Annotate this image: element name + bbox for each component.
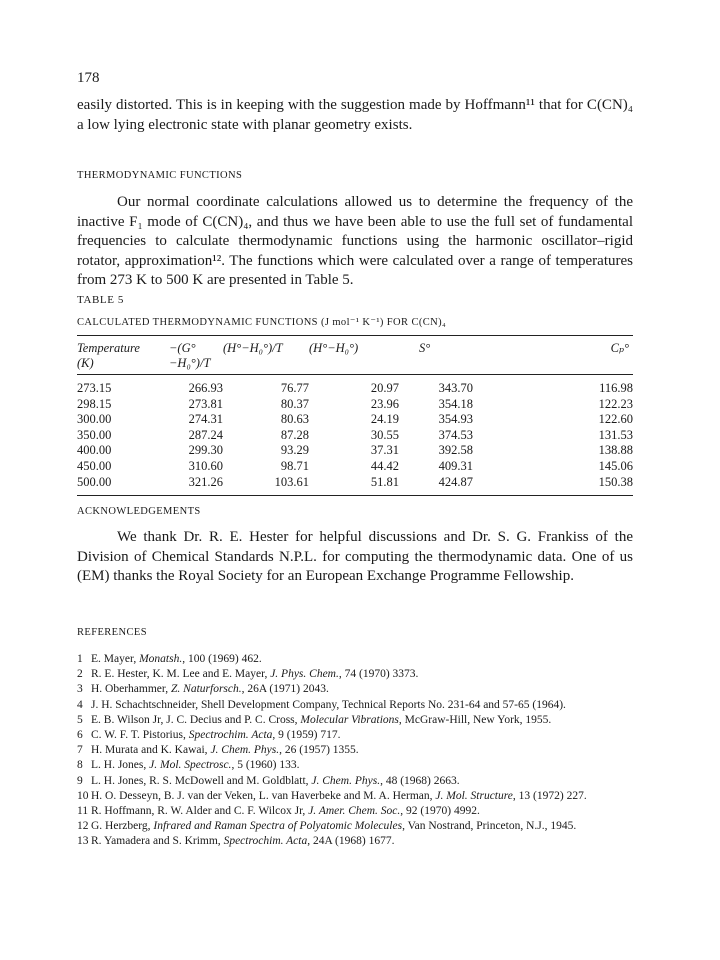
thermo-table xyxy=(77,335,633,496)
table-cell: 80.37 xyxy=(280,396,309,411)
reference-journal: J. Phys. Chem. xyxy=(270,668,339,681)
reference-details: , 26A (1971) 2043. xyxy=(241,683,329,696)
reference-item xyxy=(77,819,633,834)
header-enthalpy: (H°−H₀°) xyxy=(309,341,359,355)
table-cell: 87.28 xyxy=(280,427,309,442)
reference-details: , 24A (1968) 1677. xyxy=(307,835,395,848)
table-cell: 273.81 xyxy=(188,396,223,411)
table-cell: 150.38 xyxy=(598,474,633,489)
reference-details: , 9 (1959) 717. xyxy=(272,729,341,742)
table-label: TABLE 5 xyxy=(77,294,125,306)
table-row xyxy=(77,428,633,444)
reference-item xyxy=(77,774,633,789)
reference-authors: E. B. Wilson Jr, J. C. Decius and P. C. Cross, xyxy=(91,713,301,726)
reference-details: , Van Nostrand, Princeton, N.J., 1945. xyxy=(402,820,577,833)
reference-number: 9 xyxy=(77,774,83,787)
section-heading-acknowledgements: ACKNOWLEDGEMENTS xyxy=(77,506,201,517)
table-cell: 93.29 xyxy=(280,443,309,458)
reference-journal: J. Chem. Phys. xyxy=(210,744,280,757)
reference-item xyxy=(77,667,633,682)
table-cell: 37.31 xyxy=(370,443,399,458)
table-cell: 354.18 xyxy=(438,396,473,411)
table-cell: 350.00 xyxy=(77,427,112,442)
reference-journal: Molecular Vibrations xyxy=(300,713,399,726)
reference-text xyxy=(91,652,633,667)
reference-text xyxy=(91,834,633,849)
ack-paragraph: We thank Dr. R. E. Hester for helpful discussions and Dr. S. G. Frankiss of the Division of Chemical Standards N.P.L. for computing the thermodynamic data. One of us (EM) thanks the Royal Society for an European Exchange Programme Fellowship. xyxy=(77,529,633,584)
intro-paragraph: easily distorted. This is in keeping with the suggestion made by Hoffmann¹¹ that for C(CN)₄ a low lying electronic state with planar geometry exists. xyxy=(77,97,633,133)
table-row xyxy=(77,475,633,496)
table-cell: 299.30 xyxy=(188,443,223,458)
reference-text xyxy=(91,774,633,789)
reference-details: , 26 (1957) 1355. xyxy=(279,744,359,757)
reference-number: 4 xyxy=(77,698,83,711)
reference-text xyxy=(91,743,633,758)
table-cell: 80.63 xyxy=(280,412,309,427)
reference-journal: Spectrochim. Acta xyxy=(188,729,273,742)
table-cell: 274.31 xyxy=(188,412,223,427)
reference-details: , 48 (1968) 2663. xyxy=(380,774,460,787)
reference-journal: Spectrochim. Acta xyxy=(223,835,308,848)
table-row xyxy=(77,375,633,397)
reference-details: , 13 (1972) 227. xyxy=(512,789,587,802)
table-cell: 287.24 xyxy=(188,427,223,442)
reference-item xyxy=(77,682,633,697)
table-cell: 298.15 xyxy=(77,396,112,411)
reference-number: 12 xyxy=(77,820,89,833)
table-cell: 374.53 xyxy=(438,427,473,442)
reference-number: 1 xyxy=(77,653,83,665)
table-cell: 145.06 xyxy=(598,458,633,473)
reference-authors: J. H. Schachtschneider, Shell Development Company, Technical Reports No. 231-64 and 57-65 (1964). xyxy=(91,698,566,711)
reference-details: , McGraw-Hill, New York, 1955. xyxy=(398,713,552,726)
reference-text xyxy=(91,682,633,697)
reference-journal: J. Mol. Spectrosc. xyxy=(149,759,232,772)
reference-journal: Z. Naturforsch. xyxy=(171,683,242,696)
reference-item xyxy=(77,834,633,849)
table-cell: 343.70 xyxy=(438,381,473,395)
reference-authors: L. H. Jones, R. S. McDowell and M. Goldblatt, xyxy=(91,774,312,787)
reference-details: , 92 (1970) 4992. xyxy=(400,805,480,818)
reference-details: , 5 (1960) 133. xyxy=(231,759,300,772)
reference-authors: E. Mayer, xyxy=(91,653,140,665)
header-heat-capacity: Cₚ° xyxy=(610,341,629,355)
reference-list xyxy=(77,652,633,850)
table-cell: 273.15 xyxy=(77,381,112,395)
reference-authors: H. Oberhammer, xyxy=(91,683,172,696)
reference-authors: H. O. Desseyn, B. J. van der Veken, L. van Haverbeke and M. A. Herman, xyxy=(91,789,436,802)
reference-text xyxy=(91,667,633,682)
table-cell: 409.31 xyxy=(438,458,473,473)
table-cell: 131.53 xyxy=(598,427,633,442)
reference-text xyxy=(91,804,633,819)
reference-authors: C. W. F. T. Pistorius, xyxy=(91,729,189,742)
table-cell: 103.61 xyxy=(274,474,309,489)
reference-number: 6 xyxy=(77,729,83,742)
reference-text xyxy=(91,728,633,743)
reference-text xyxy=(91,819,633,834)
reference-journal: J. Mol. Structure xyxy=(435,789,513,802)
reference-authors: R. E. Hester, K. M. Lee and E. Mayer, xyxy=(91,668,271,681)
table-cell: 354.93 xyxy=(438,412,473,427)
reference-journal: J. Amer. Chem. Soc. xyxy=(308,805,401,818)
table-cell: 20.97 xyxy=(370,381,399,395)
reference-details: , 74 (1970) 3373. xyxy=(338,668,419,681)
table-cell: 44.42 xyxy=(370,458,399,473)
section-heading-thermodynamic: THERMODYNAMIC FUNCTIONS xyxy=(77,170,243,181)
table-header-row xyxy=(77,336,633,375)
reference-journal: Monatsh. xyxy=(139,653,183,665)
reference-number: 11 xyxy=(77,805,89,818)
reference-number: 7 xyxy=(77,744,83,757)
table-row xyxy=(77,397,633,413)
reference-journal: J. Chem. Phys. xyxy=(311,774,381,787)
reference-authors: L. H. Jones, xyxy=(91,759,150,772)
reference-text xyxy=(91,698,633,713)
reference-text xyxy=(91,789,633,804)
table-cell: 500.00 xyxy=(77,474,112,489)
table-cell: 24.19 xyxy=(370,412,399,427)
table-row xyxy=(77,412,633,428)
reference-item xyxy=(77,652,633,667)
table-cell: 138.88 xyxy=(598,443,633,458)
reference-item xyxy=(77,743,633,758)
reference-item xyxy=(77,804,633,819)
table-cell: 300.00 xyxy=(77,412,112,427)
table-cell: 450.00 xyxy=(77,458,112,473)
thermo-paragraph: Our normal coordinate calculations allowed us to determine the frequency of the inactive F₁ mode of C(CN)₄, and thus we have been able to use the full set of fundamental frequencies to calculate thermodynamic functions using the harmonic oscillator–rigid rotator, approximation¹². The functions which were calculated over a range of temperatures from 273 K to 500 K are presented in Table 5. xyxy=(77,194,633,288)
table-cell: 23.96 xyxy=(370,396,399,411)
reference-number: 2 xyxy=(77,668,83,681)
table-cell: 51.81 xyxy=(370,474,399,489)
reference-details: , 100 (1969) 462. xyxy=(182,653,262,665)
table-cell: 76.77 xyxy=(280,381,309,395)
header-enthalpy-per-t: (H°−H₀°)/T xyxy=(223,341,283,355)
table-cell: 400.00 xyxy=(77,443,112,458)
reference-authors: G. Herzberg, xyxy=(91,820,154,833)
reference-number: 3 xyxy=(77,683,83,696)
table-cell: 310.60 xyxy=(188,458,223,473)
reference-number: 5 xyxy=(77,713,83,726)
table-row xyxy=(77,459,633,475)
table-caption: CALCULATED THERMODYNAMIC FUNCTIONS (J mol⁻¹ K⁻¹) FOR C(CN)₄ xyxy=(77,317,447,328)
table-cell: 98.71 xyxy=(280,458,309,473)
table-cell: 392.58 xyxy=(438,443,473,458)
section-heading-references: REFERENCES xyxy=(77,627,147,638)
reference-number: 10 xyxy=(77,789,89,802)
table-cell: 424.87 xyxy=(438,474,473,489)
header-temperature: Temperature (K) xyxy=(77,341,140,370)
reference-journal: Infrared and Raman Spectra of Polyatomic Molecules xyxy=(153,820,403,833)
reference-text xyxy=(91,758,633,773)
reference-text xyxy=(91,713,633,728)
reference-authors: R. Hoffmann, R. W. Alder and C. F. Wilcox Jr, xyxy=(91,805,309,818)
reference-item xyxy=(77,698,633,713)
reference-item xyxy=(77,713,633,728)
table-cell: 122.60 xyxy=(598,412,633,427)
header-entropy: S° xyxy=(419,341,431,355)
table-cell: 30.55 xyxy=(370,427,399,442)
table-cell: 266.93 xyxy=(188,381,223,395)
reference-authors: R. Yamadera and S. Krimm, xyxy=(91,835,224,848)
table-cell: 321.26 xyxy=(188,474,223,489)
reference-item xyxy=(77,728,633,743)
page-number: 178 xyxy=(77,70,100,86)
reference-authors: H. Murata and K. Kawai, xyxy=(91,744,211,757)
reference-item xyxy=(77,758,633,773)
reference-number: 13 xyxy=(77,835,89,848)
header-free-energy: −(G°−H₀°)/T xyxy=(169,341,211,370)
table-cell: 122.23 xyxy=(598,396,633,411)
reference-item xyxy=(77,789,633,804)
table-row xyxy=(77,443,633,459)
reference-number: 8 xyxy=(77,759,83,772)
table-cell: 116.98 xyxy=(599,381,633,395)
